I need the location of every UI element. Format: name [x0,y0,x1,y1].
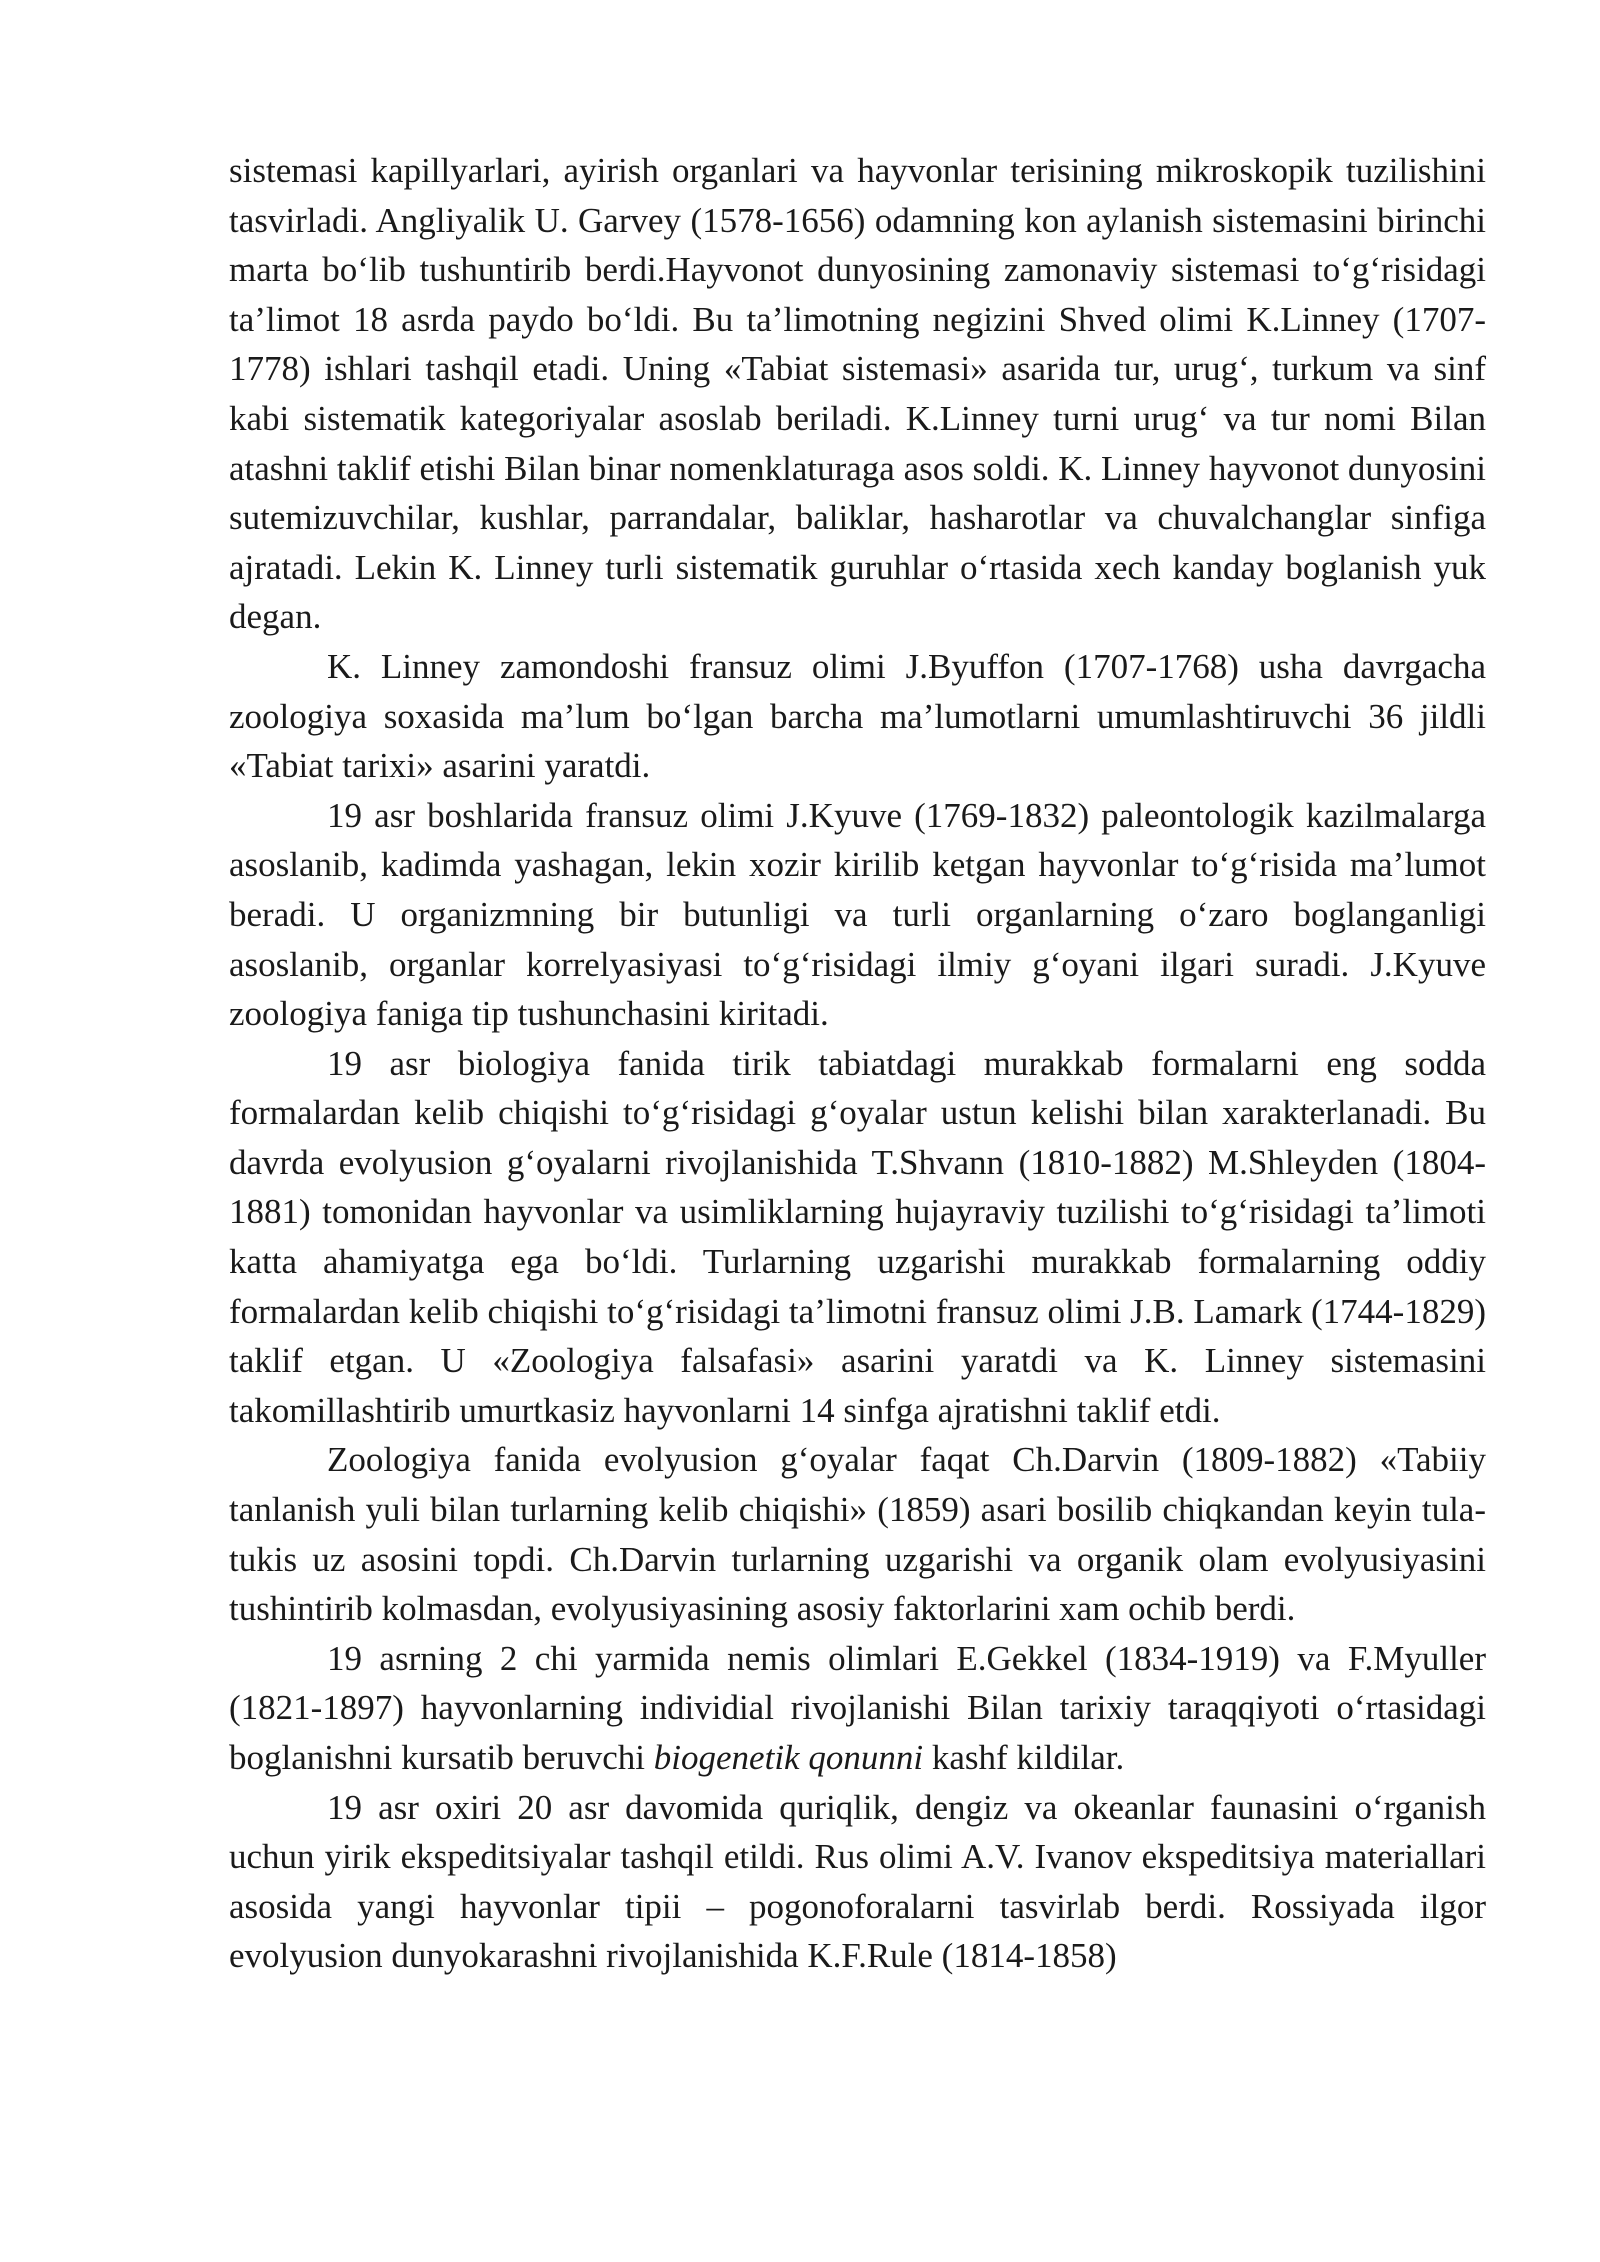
paragraph-2: K. Linney zamondoshi fransuz olimi J.Byuffon (1707-1768) usha davrgacha zoologiya soxasida ma’lum bo‘lgan barcha ma’lumotlarni umumlashtiruvchi 36 jildli «Tabiat tarixi» asarini yaratdi. [229,646,1486,786]
document-page [229,146,1486,1981]
paragraph-6 [229,1634,1486,1783]
paragraph-7: 19 asr oxiri 20 asr davomida quriqlik, dengiz va okeanlar faunasini o‘rganish uchun yirik ekspeditsiyalar tashqil etildi. Rus olimi A.V. Ivanov ekspeditsiya materiallari asosida yangi hayvonlar tipii – pogonoforalarni tasvirlab berdi. Rossiyada ilgor evolyusion dunyokarashni rivojlanishida K.F.Rule (1814-1858) [229,1787,1486,1976]
paragraph-6-text-before: 19 asrning 2 chi yarmida nemis olimlari E.Gekkel (1834-1919) va F.Myuller (1821-1897) hayvonlarning individial rivojlanishi Bilan tarixiy taraqqiyoti o‘rtasidagi boglanishni kursatib beruvchi [229,1638,1486,1777]
paragraph-5: Zoologiya fanida evolyusion g‘oyalar faqat Ch.Darvin (1809-1882) «Tabiiy tanlanish yuli bilan turlarning kelib chiqishi» (1859) asari bosilib chiqkandan keyin tula-tukis uz asosini topdi. Ch.Darvin turlarning uzgarishi va organik olam evolyusiyasini tushintirib kolmasdan, evolyusiyasining asosiy faktorlarini xam ochib berdi. [229,1440,1486,1629]
paragraph-6-italic-term: biogenetik qonunni [653,1738,924,1777]
paragraph-6-text-after: kashf kildilar. [923,1738,1125,1777]
paragraph-1: sistemasi kapillyarlari, ayirish organlari va hayvonlar terisining mikroskopik tuzilishini tasvirladi. Angliyalik U. Garvey (1578-1656) odamning kon aylanish sistemasini birinchi marta bo‘lib tushuntirib berdi.Hayvonot dunyosining zamonaviy sistemasi to‘g‘risidagi ta’limot 18 asrda paydo bo‘ldi. Bu ta’limotning negizini Shved olimi K.Linney (1707-1778) ishlari tashqil etadi. Uning «Tabiat sistemasi» asarida tur, urug‘, turkum va sinf kabi sistematik kategoriyalar asoslab beriladi. K.Linney turni urug‘ va tur nomi Bilan atashni taklif etishi Bilan binar nomenklaturaga asos soldi. K. Linney hayvonot dunyosini sutemizuvchilar, kushlar, parrandalar, baliklar, hasharotlar va chuvalchanglar sinfiga ajratadi. Lekin K. Linney turli sistematik guruhlar o‘rtasida xech kanday boglanish yuk degan. [229,151,1486,637]
paragraph-3: 19 asr boshlarida fransuz olimi J.Kyuve (1769-1832) paleontologik kazilmalarga asoslanib, kadimda yashagan, lekin xozir kirilib ketgan hayvonlar to‘g‘risida ma’lumot beradi. U organizmning bir butunligi va turli organlarning o‘zaro boglanganligi asoslanib, organlar korrelyasiyasi to‘g‘risidagi ilmiy g‘oyani ilgari suradi. J.Kyuve zoologiya faniga tip tushunchasini kiritadi. [229,795,1486,1034]
paragraph-4: 19 asr biologiya fanida tirik tabiatdagi murakkab formalarni eng sodda formalardan kelib chiqishi to‘g‘risidagi g‘oyalar ustun kelishi bilan xarakterlanadi. Bu davrda evolyusion g‘oyalarni rivojlanishida T.Shvann (1810-1882) M.Shleyden (1804-1881) tomonidan hayvonlar va usimliklarning hujayraviy tuzilishi to‘g‘risidagi ta’limoti katta ahamiyatga ega bo‘ldi. Turlarning uzgarishi murakkab formalarning oddiy formalardan kelib chiqishi to‘g‘risidagi ta’limotni fransuz olimi J.B. Lamark (1744-1829) taklif etgan. U «Zoologiya falsafasi» asarini yaratdi va K. Linney sistemasini takomillashtirib umurtkasiz hayvonlarni 14 sinfga ajratishni taklif etdi. [229,1043,1486,1430]
